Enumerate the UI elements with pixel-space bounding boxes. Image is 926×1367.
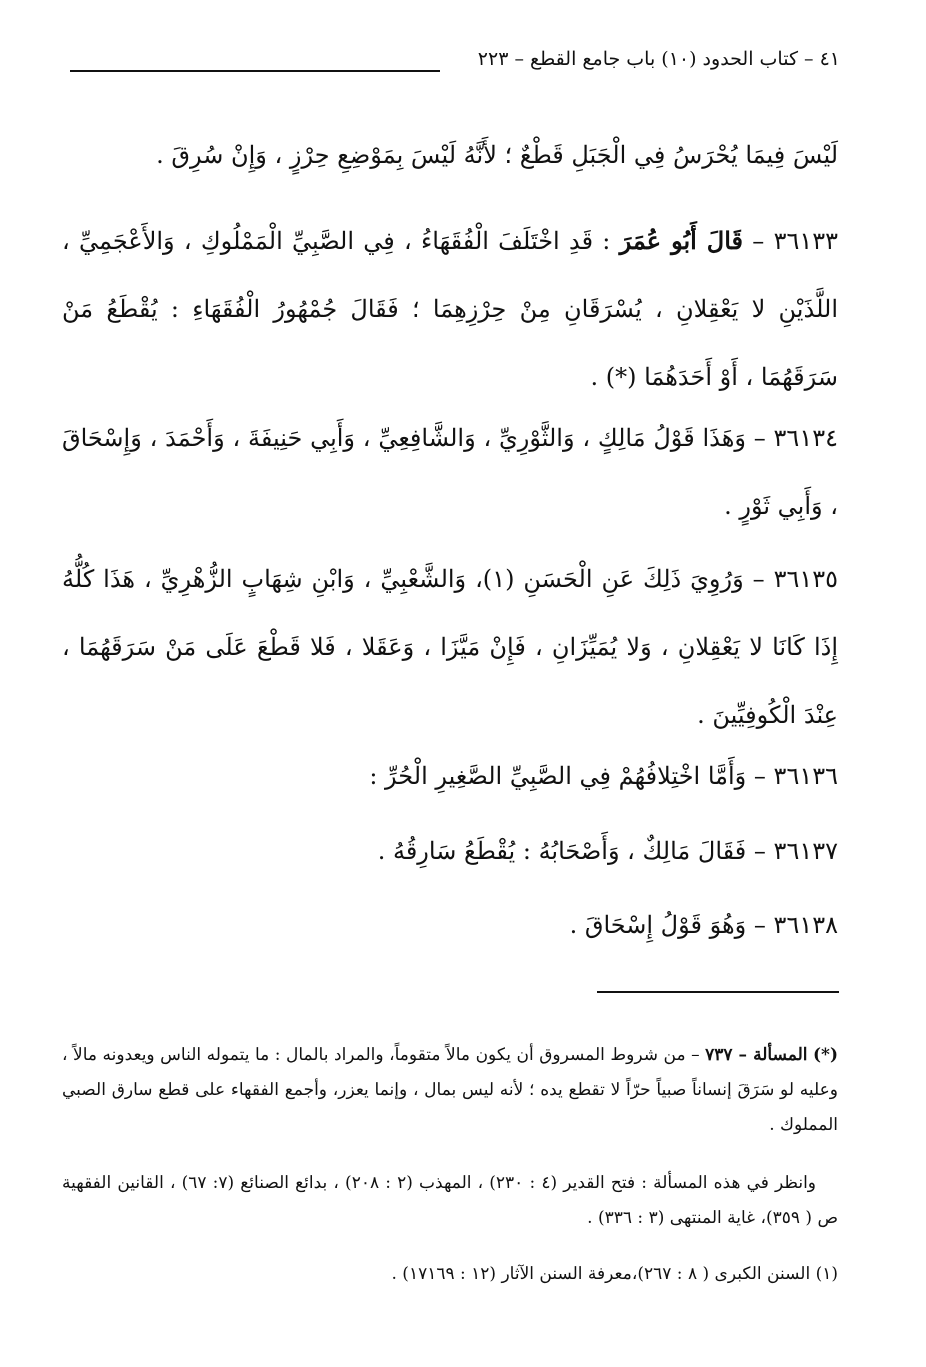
speaker-name: قَالَ أَبُو عُمَرَ — [619, 226, 744, 255]
dash: – — [746, 837, 766, 865]
paragraph-number: ٣٦١٣٧ — [773, 837, 838, 865]
paragraph-text: وَأَمَّا اخْتِلافُهُمْ فِي الصَّبِيِّ الصَّغِيرِ الْحُرِّ : — [369, 762, 747, 790]
paragraph-36133 — [62, 207, 838, 411]
footnote-separator — [597, 991, 839, 993]
paragraph-36136 — [62, 751, 838, 801]
paragraph-number: ٣٦١٣٨ — [773, 911, 838, 939]
paragraph-number: ٣٦١٣٤ — [773, 424, 838, 452]
dash: – — [746, 911, 766, 939]
footnote-marker: (*) — [813, 1045, 838, 1065]
header-rule — [70, 70, 440, 72]
dash: – — [743, 565, 765, 593]
footnote-text: (١) السنن الكبرى ( ٨ : ٢٦٧)،معرفة السنن الآثار (١٢ : ١٧١٦٩) . — [391, 1264, 838, 1284]
paragraph-36134 — [62, 404, 838, 540]
paragraph-text: فَقَالَ مَالِكٌ ، وَأَصْحَابُهُ : يُقْطَعُ سَارِقُهُ . — [377, 837, 747, 865]
footnote-text: – من شروط المسروق أن يكون مالاً متقوماً، والمراد بالمال : ما يتموله الناس ويعدونه مالاً ، وعليه لو سَرَقَ إنساناً صبياً حرّاً لا تقطع يده ؛ لأنه ليس بمال ، وإنما يعزر، وأجمع الفقهاء على قطع سارق الصبي المملوك . — [62, 1045, 838, 1135]
paragraph-number: ٣٦١٣٥ — [773, 565, 839, 593]
paragraph-text: وَهَذَا قَوْلُ مَالِكٍ ، وَالثَّوْرِيِّ ، وَالشَّافِعِيِّ ، وَأَبِي حَنِيفَةَ ، وَأَحْمَدَ ، وَإِسْحَاقَ ، وَأَبِي ثَوْرٍ . — [62, 424, 838, 520]
paragraph-text: وَهُوَ قَوْلُ إِسْحَاقَ . — [569, 911, 747, 939]
paragraph-text: لَيْسَ فِيمَا يُحْرَسُ فِي الْجَبَلِ قَطْعٌ ؛ لأَنَّهُ لَيْسَ بِمَوْضِعِ حِرْزٍ ، وَإِنْ سُرِقَ . — [156, 141, 838, 169]
paragraph-number: ٣٦١٣٣ — [773, 227, 839, 255]
paragraph-text: : قَدِ اخْتَلَفَ الْفُقَهَاءُ ، فِي الصَّبِيِّ الْمَمْلُوكِ ، وَالأَعْجَمِيِّ ، اللَّذَيْنِ لا يَعْقِلانِ ، يُسْرَقَانِ مِنْ حِرْزِهِمَا ؛ فَقَالَ جُمْهُورُ الْفُقَهَاءِ : يُقْطَعُ مَنْ سَرَقَهُمَا ، أَوْ أَحَدَهُمَا (*) . — [62, 227, 838, 391]
footnote-masala — [62, 1038, 838, 1143]
paragraph-number: ٣٦١٣٦ — [773, 762, 838, 790]
running-title: ٤١ – كتاب الحدود (١٠) باب جامع القطع – ٢٢٣ — [477, 48, 840, 70]
paragraph-36137 — [62, 826, 838, 876]
footnote-1 — [62, 1259, 838, 1289]
dash: – — [745, 424, 766, 452]
paragraph-continuation — [62, 135, 838, 175]
paragraph-36138 — [62, 900, 838, 950]
paragraph-text: وَرُوِيَ ذَلِكَ عَنِ الْحَسَنِ (١)، وَالشَّعْبِيِّ ، وَابْنِ شِهَابٍ الزُّهْرِيِّ ، هَذَا كُلُّهُ إِذَا كَانَا لا يَعْقِلانِ ، وَلا يُمَيِّزَانِ ، فَإِنْ مَيَّزَا ، وَعَقَلا ، فَلا قَطْعَ عَلَى مَنْ سَرَقَهُمَا ، عِنْدَ الْكُوفِيِّينَ . — [62, 565, 838, 729]
paragraph-36135 — [62, 545, 838, 749]
footnote-text: وانظر في هذه المسألة : فتح القدير (٤ : ٢٣٠) ، المهذب (٢ : ٢٠٨) ، بدائع الصنائع (٧: ٦٧) ، القانين الفقهية ص ( ٣٥٩)، غاية المنتهى (٣ : ٣٣٦) . — [62, 1173, 838, 1228]
footnote-label: المسألة – ٧٣٧ — [705, 1045, 808, 1065]
footnote-references — [62, 1166, 838, 1236]
page-header — [70, 44, 850, 84]
dash: – — [746, 762, 766, 790]
dash: – — [743, 227, 765, 255]
